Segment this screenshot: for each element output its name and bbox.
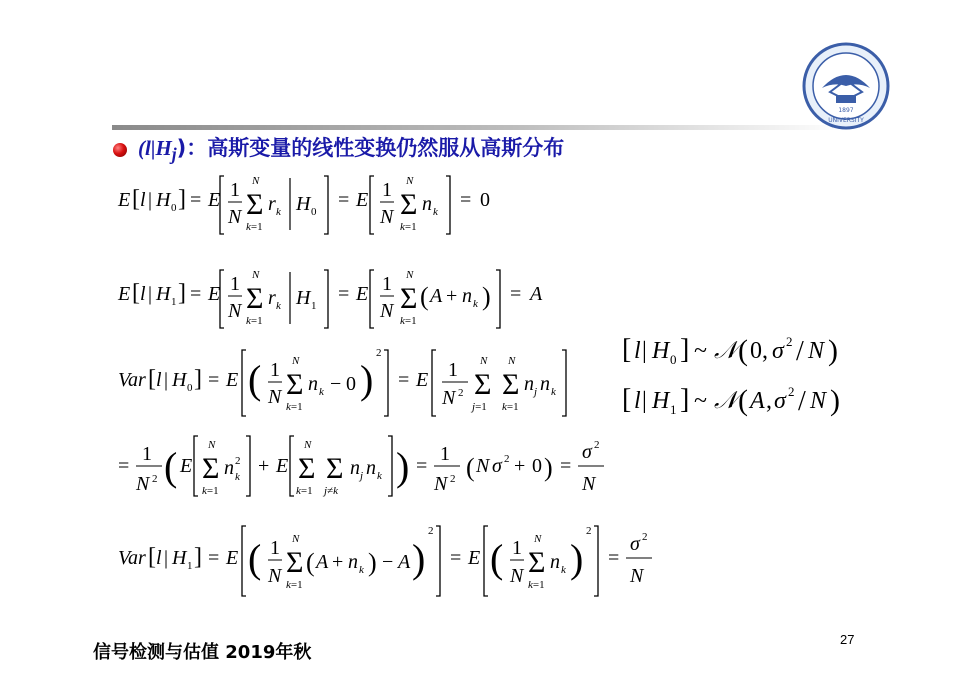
svg-text:H: H: [296, 193, 311, 215]
svg-text:): ): [830, 384, 840, 417]
svg-text:): ): [412, 536, 426, 581]
svg-text:0: 0: [480, 189, 490, 211]
svg-text:(: (: [738, 384, 748, 417]
svg-text:𝒩: 𝒩: [714, 336, 737, 364]
heading-text: )：高斯变量的线性变换仍然服从高斯分布: [176, 136, 565, 160]
svg-text:H: H: [172, 369, 187, 391]
svg-text:]: ]: [194, 544, 202, 570]
svg-text:+: +: [514, 455, 526, 477]
svg-text:Σ: Σ: [528, 546, 546, 579]
svg-text:(: (: [738, 334, 748, 367]
svg-text:(: (: [490, 536, 504, 581]
svg-text:]: ]: [178, 186, 186, 212]
svg-text:H: H: [652, 388, 670, 414]
svg-text:N: N: [380, 300, 394, 322]
svg-text:N: N: [810, 388, 827, 414]
svg-text:−: −: [382, 551, 394, 573]
svg-text:Σ: Σ: [246, 188, 264, 221]
svg-text:E: E: [118, 189, 131, 211]
svg-text:E: E: [208, 283, 221, 305]
svg-text:2: 2: [235, 455, 241, 467]
svg-text:1: 1: [670, 402, 677, 417]
svg-text:N: N: [630, 565, 644, 587]
svg-text:k=1: k=1: [286, 579, 303, 591]
svg-text:0: 0: [346, 373, 356, 395]
svg-text:A: A: [398, 551, 411, 573]
svg-text:σ: σ: [772, 338, 784, 364]
svg-text:n: n: [540, 373, 550, 395]
svg-text:]: ]: [194, 366, 202, 392]
svg-text:n: n: [550, 551, 560, 573]
header-divider: [112, 125, 847, 130]
svg-text:=: =: [560, 455, 572, 477]
svg-text:]: ]: [680, 384, 690, 415]
svg-text:E: E: [356, 189, 369, 211]
svg-text:k=1: k=1: [400, 315, 417, 327]
svg-text:]: ]: [178, 280, 186, 306]
svg-text:): ): [544, 453, 553, 482]
svg-text:+: +: [332, 551, 344, 573]
svg-text:n: n: [462, 285, 472, 307]
svg-text:n: n: [350, 457, 360, 479]
svg-text:k: k: [377, 470, 382, 482]
svg-text:|: |: [148, 283, 153, 305]
svg-text:k: k: [473, 298, 478, 310]
svg-text:|: |: [164, 547, 169, 569]
equation-variance-h0-expanded: [118, 428, 658, 504]
svg-text:l: l: [140, 189, 146, 211]
svg-text:l: l: [140, 283, 146, 305]
svg-text:H: H: [156, 189, 171, 211]
svg-text:k: k: [433, 206, 438, 218]
svg-text:N: N: [380, 206, 394, 228]
svg-text:j≠k: j≠k: [324, 485, 338, 497]
svg-text:E: E: [226, 369, 239, 391]
svg-text:[: [: [622, 384, 632, 415]
svg-text:=: =: [338, 189, 350, 211]
svg-text:,: ,: [766, 388, 772, 414]
svg-text:k=1: k=1: [246, 221, 263, 233]
svg-text:(: (: [420, 282, 429, 311]
page-number: 27: [840, 632, 855, 647]
svg-text:E: E: [226, 547, 239, 569]
svg-text:=: =: [338, 283, 350, 305]
svg-text:N: N: [268, 565, 282, 587]
svg-text:1: 1: [382, 273, 392, 295]
svg-text:1: 1: [448, 359, 458, 381]
svg-text:/: /: [798, 386, 806, 417]
svg-text:σ: σ: [492, 455, 502, 477]
svg-text:=: =: [208, 547, 220, 569]
heading-math-prefix: (l|H: [138, 136, 172, 160]
svg-text:[: [: [132, 186, 140, 212]
svg-text:1: 1: [230, 273, 240, 295]
svg-text:=: =: [608, 547, 620, 569]
svg-text:1: 1: [440, 443, 450, 465]
svg-text:r: r: [268, 287, 276, 309]
svg-text:A: A: [530, 283, 543, 305]
svg-text:l: l: [634, 388, 641, 414]
svg-text:1: 1: [230, 179, 240, 201]
svg-text:H: H: [652, 338, 670, 364]
svg-text:2: 2: [376, 347, 382, 359]
svg-text:=: =: [398, 369, 410, 391]
svg-text:k=1: k=1: [502, 401, 519, 413]
equation-expectation-h0: [118, 168, 538, 240]
svg-text:=: =: [190, 283, 202, 305]
svg-text:Σ: Σ: [400, 188, 418, 221]
svg-text:k: k: [276, 206, 281, 218]
svg-text:Σ: Σ: [298, 452, 316, 485]
svg-text:=: =: [190, 189, 202, 211]
svg-text:l: l: [156, 369, 162, 391]
svg-text:j: j: [534, 386, 538, 398]
svg-text:k=1: k=1: [400, 221, 417, 233]
svg-text:[: [: [148, 366, 156, 392]
svg-text:N: N: [208, 439, 216, 451]
svg-text:E: E: [468, 547, 481, 569]
svg-text:(: (: [306, 548, 315, 577]
svg-text:E: E: [118, 283, 131, 305]
svg-text:N: N: [252, 269, 260, 281]
svg-text:k=1: k=1: [296, 485, 313, 497]
svg-text:k: k: [551, 386, 556, 398]
svg-text:k=1: k=1: [246, 315, 263, 327]
svg-text:2: 2: [152, 473, 158, 485]
svg-text:]: ]: [680, 334, 690, 365]
course-footer: 信号检测与估值 2019年秋: [93, 642, 312, 663]
svg-text:Σ: Σ: [474, 368, 492, 401]
svg-text:j=1: j=1: [472, 401, 487, 413]
svg-text:): ): [482, 282, 491, 311]
svg-text:k=1: k=1: [528, 579, 545, 591]
svg-text:Σ: Σ: [400, 282, 418, 315]
svg-text:0: 0: [171, 202, 177, 214]
bullet-icon: [113, 143, 127, 157]
svg-text:0: 0: [670, 352, 677, 367]
svg-text:Σ: Σ: [286, 368, 304, 401]
svg-text:N: N: [292, 533, 300, 545]
svg-text:/: /: [796, 336, 804, 367]
svg-text:E: E: [416, 369, 429, 391]
svg-text:N: N: [406, 175, 414, 187]
svg-text:=: =: [510, 283, 522, 305]
svg-text:=: =: [208, 369, 220, 391]
svg-text:n: n: [524, 373, 534, 395]
svg-text:2: 2: [586, 525, 592, 537]
svg-text:k: k: [235, 471, 240, 483]
svg-text:2: 2: [594, 439, 600, 451]
svg-text:|: |: [148, 189, 153, 211]
svg-text:): ): [396, 444, 410, 489]
slide-heading: [138, 132, 564, 165]
svg-text:): ): [828, 334, 838, 367]
svg-text:UNIVERSITY: UNIVERSITY: [828, 117, 864, 124]
svg-text:k: k: [359, 564, 364, 576]
svg-text:2: 2: [450, 473, 456, 485]
svg-text:+: +: [446, 285, 458, 307]
svg-text:(: (: [248, 536, 262, 581]
svg-text:0: 0: [187, 382, 193, 394]
svg-text:): ): [570, 536, 584, 581]
svg-text:l: l: [634, 338, 641, 364]
svg-text:|: |: [164, 369, 169, 391]
svg-text:1: 1: [512, 537, 522, 559]
svg-text:N: N: [442, 387, 456, 409]
svg-text:2: 2: [642, 531, 648, 543]
svg-text:E: E: [356, 283, 369, 305]
svg-text:1: 1: [311, 300, 317, 312]
equation-variance-h1: [118, 516, 678, 600]
svg-text:E: E: [180, 455, 193, 477]
svg-text:σ: σ: [630, 533, 640, 555]
svg-text:N: N: [582, 473, 596, 495]
distribution-h1: [622, 378, 892, 420]
svg-text:2: 2: [786, 334, 793, 349]
heading-math-sub: j: [171, 144, 177, 165]
university-seal-icon: [800, 40, 892, 132]
svg-text:(: (: [466, 453, 475, 482]
svg-text:E: E: [208, 189, 221, 211]
svg-text:Σ: Σ: [202, 452, 220, 485]
svg-text:1: 1: [142, 443, 152, 465]
distribution-h0: [622, 328, 892, 370]
svg-text:(: (: [248, 357, 262, 402]
svg-text:~: ~: [694, 338, 707, 364]
svg-text:n: n: [422, 193, 432, 215]
svg-text:N: N: [304, 439, 312, 451]
svg-text:[: [: [148, 544, 156, 570]
svg-text:Var: Var: [118, 369, 146, 391]
svg-text:−: −: [330, 373, 342, 395]
svg-text:Σ: Σ: [286, 546, 304, 579]
svg-text:N: N: [228, 206, 242, 228]
svg-text:n: n: [366, 457, 376, 479]
svg-text:N: N: [252, 175, 260, 187]
svg-text:N: N: [228, 300, 242, 322]
svg-text:|: |: [642, 388, 647, 414]
svg-text:H: H: [296, 287, 311, 309]
svg-text:E: E: [276, 455, 289, 477]
svg-text:N: N: [136, 473, 150, 495]
svg-text:σ: σ: [774, 388, 786, 414]
svg-text:1897: 1897: [838, 107, 854, 114]
svg-text:~: ~: [694, 388, 707, 414]
equation-variance-h0: [118, 340, 608, 420]
svg-text:Σ: Σ: [326, 452, 344, 485]
svg-text:N: N: [268, 386, 282, 408]
svg-text:k=1: k=1: [202, 485, 219, 497]
svg-text:=: =: [460, 189, 472, 211]
svg-text:k: k: [561, 564, 566, 576]
svg-text:Var: Var: [118, 547, 146, 569]
svg-text:1: 1: [187, 560, 193, 572]
svg-text:H: H: [156, 283, 171, 305]
svg-text:): ): [368, 548, 377, 577]
svg-text:(: (: [164, 444, 178, 489]
svg-text:Σ: Σ: [246, 282, 264, 315]
svg-text:N: N: [480, 355, 488, 367]
svg-text:): ): [360, 357, 374, 402]
svg-text:0,: 0,: [750, 338, 768, 364]
svg-text:k=1: k=1: [286, 401, 303, 413]
equation-expectation-h1: [118, 262, 588, 334]
svg-text:n: n: [308, 373, 318, 395]
svg-text:n: n: [224, 457, 234, 479]
svg-text:2: 2: [428, 525, 434, 537]
svg-text:1: 1: [382, 179, 392, 201]
svg-text:N: N: [508, 355, 516, 367]
svg-text:A: A: [316, 551, 329, 573]
svg-text:k: k: [276, 300, 281, 312]
svg-text:N: N: [292, 355, 300, 367]
svg-text:1: 1: [270, 359, 280, 381]
svg-text:𝒩: 𝒩: [714, 386, 737, 414]
svg-text:k: k: [319, 386, 324, 398]
svg-text:n: n: [348, 551, 358, 573]
svg-text:N: N: [510, 565, 524, 587]
svg-text:A: A: [430, 285, 443, 307]
svg-text:[: [: [132, 280, 140, 306]
svg-text:N: N: [534, 533, 542, 545]
svg-text:0: 0: [311, 206, 317, 218]
svg-text:j: j: [360, 470, 364, 482]
svg-text:1: 1: [171, 296, 177, 308]
svg-text:0: 0: [532, 455, 542, 477]
svg-text:H: H: [172, 547, 187, 569]
svg-text:2: 2: [788, 384, 795, 399]
svg-text:1: 1: [270, 537, 280, 559]
svg-text:Σ: Σ: [502, 368, 520, 401]
svg-text:2: 2: [458, 387, 464, 399]
svg-text:=: =: [416, 455, 428, 477]
svg-text:r: r: [268, 193, 276, 215]
svg-text:N: N: [808, 338, 825, 364]
svg-text:N: N: [434, 473, 448, 495]
svg-text:l: l: [156, 547, 162, 569]
svg-text:N: N: [476, 455, 490, 477]
svg-text:+: +: [258, 455, 270, 477]
svg-text:=: =: [450, 547, 462, 569]
svg-text:[: [: [622, 334, 632, 365]
svg-text:A: A: [750, 388, 765, 414]
svg-text:N: N: [406, 269, 414, 281]
svg-text:σ: σ: [582, 441, 592, 463]
svg-text:=: =: [118, 455, 130, 477]
svg-text:2: 2: [504, 453, 510, 465]
svg-text:|: |: [642, 338, 647, 364]
